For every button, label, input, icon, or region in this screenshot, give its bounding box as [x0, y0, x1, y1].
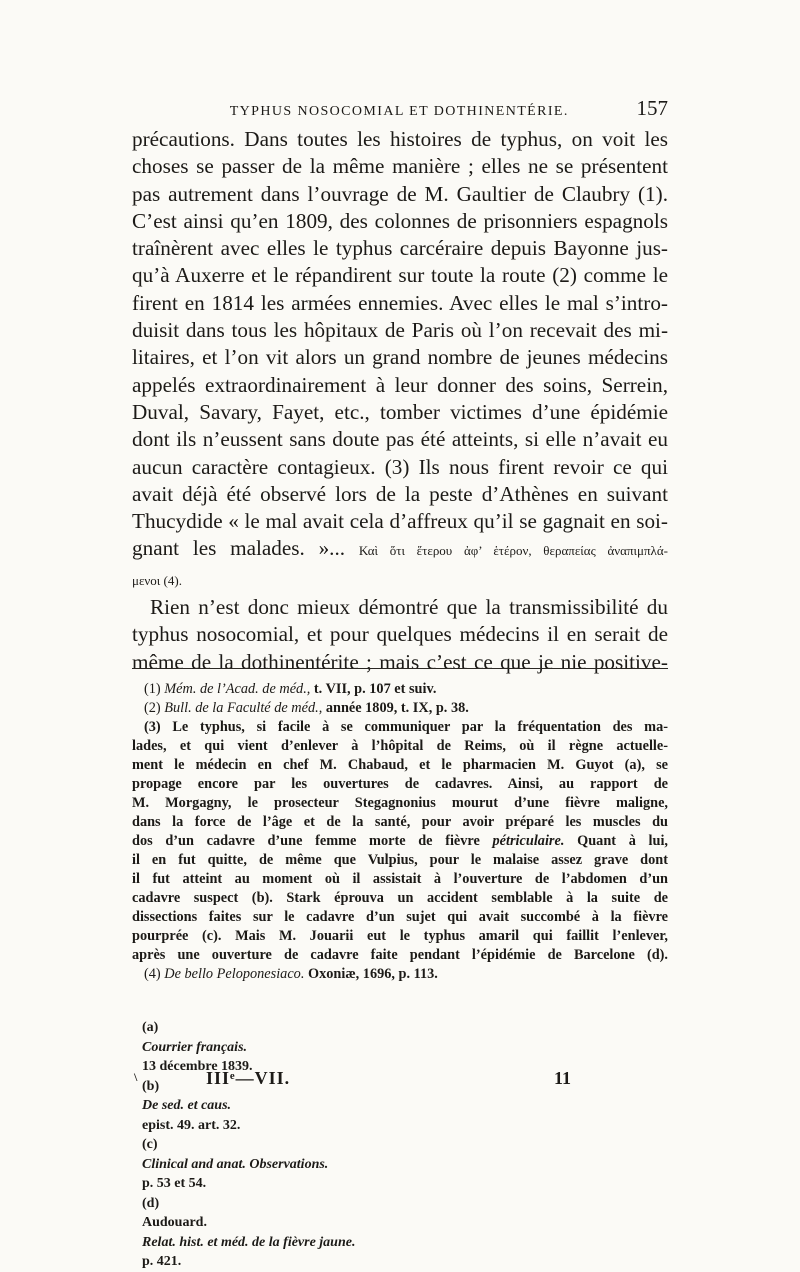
- sub-footnote-title: Clinical and anat. Observations.: [142, 1156, 329, 1172]
- footnote-number: (2): [144, 700, 161, 716]
- footnote-1: [132, 680, 668, 699]
- footnote-ref: Oxoniæ, 1696, p. 113.: [307, 966, 438, 982]
- body-line: C’est ainsi qu’en 1809, des colonnes de prisonniers espagnols: [132, 208, 668, 233]
- sub-footnote-ref: epist. 49. art. 32.: [142, 1117, 241, 1133]
- page-header: [132, 96, 668, 121]
- body-line: avait déjà été observé lors de la peste d’Athènes en suivant: [132, 481, 668, 506]
- body-line: précautions. Dans toutes les histoires de typhus, on voit les: [132, 127, 668, 151]
- footnote-3-line: (3) Le typhus, si facile à se communiquer par la fréquentation des ma-: [144, 719, 668, 735]
- footnote-3-line: dans la force de l’âge et de la santé, pour avoir préparé les muscles du: [132, 814, 668, 830]
- running-title: TYPHUS NOSOCOMIAL ET DOTHINENTÉRIE.: [229, 104, 569, 119]
- footnote-title: Mém. de l’Acad. de méd.,: [164, 681, 311, 697]
- greek-quote: Καὶ ὅτι ἕτερου ἀφ’ ἑτέρον, θεραπείας ἀναπιμπλά-: [358, 543, 668, 559]
- footnote-3-line: [132, 832, 668, 851]
- body-line: appelés extraordinairement à leur donner des soins, Serrein,: [132, 372, 668, 397]
- page-number: 157: [636, 96, 668, 120]
- footnote-3-text: Quant à lui,: [564, 833, 668, 849]
- sub-footnote-ref: p. 421.: [142, 1254, 182, 1269]
- footnote-4: [132, 965, 668, 984]
- body-line: Rien n’est donc mieux démontré que la transmissibilité du: [150, 595, 668, 620]
- footnotes: [132, 680, 668, 984]
- sub-footnote-ref: p. 53 et 54.: [142, 1176, 207, 1191]
- footnote-3-line: propage encore par les ouvertures de cadavres. Ainsi, au rapport de: [132, 776, 668, 792]
- body-line: traînèrent avec elles le typhus carcéraire depuis Bayonne jus-: [132, 236, 668, 261]
- footnote-3-line: il en fut quitte, de même que Vulpius, pour le malaise assez grave dont: [132, 852, 668, 868]
- margin-mark: \: [134, 1070, 138, 1084]
- sub-footnote-title: Courrier français.: [142, 1039, 248, 1055]
- sheet-number: 11: [554, 1068, 572, 1088]
- body-line: pas autrement dans l’ouvrage de M. Gaultier de Claubry (1).: [132, 181, 668, 206]
- main-text: [132, 126, 668, 676]
- footnote-3-line: pourprée (c). Mais M. Jouarii eut le typhus amaril qui faillit l’enlever,: [132, 928, 668, 944]
- footnote-number: (4): [144, 966, 161, 982]
- footnote-rule: [132, 668, 668, 669]
- greek-tail: μενοι (4).: [132, 572, 182, 588]
- sub-footnote-title: Relat. hist. et méd. de la fièvre jaune.: [142, 1234, 356, 1250]
- sub-footnote-d: [142, 1194, 662, 1272]
- body-line: même de la dothinentérite ; mais c’est ce que je nie positive-: [132, 649, 668, 674]
- footnote-3-line: cadavre suspect (b). Stark éprouva un accident semblable à la suite de: [132, 890, 668, 906]
- footnote-ref: t. VII, p. 107 et suiv.: [313, 681, 437, 697]
- greek-quote-line: [132, 535, 668, 564]
- sub-footnote-author: Audouard.: [142, 1215, 207, 1230]
- footnote-3-italic: pétriculaire.: [492, 833, 565, 849]
- footnote-ref: année 1809, t. IX, p. 38.: [325, 700, 469, 716]
- sub-footnotes: [142, 1018, 662, 1272]
- body-line: choses se passer de la même manière ; elles ne se présentent: [132, 154, 668, 179]
- body-line: firent en 1814 les armées ennemies. Avec elles le mal s’intro-: [132, 290, 668, 315]
- body-line: litaires, et l’on vit alors un grand nombre de jeunes médecins: [132, 345, 668, 370]
- sub-footnote-title: De sed. et caus.: [142, 1098, 232, 1113]
- footnote-3-line: après une ouverture de cadavre faite pendant l’épidémie de Barcelone (d).: [132, 947, 668, 963]
- quote-lead: gnant les malades. »...: [132, 536, 346, 561]
- sub-footnote-label: (a): [142, 1020, 159, 1035]
- sub-footnote-label: (d): [142, 1195, 160, 1211]
- footnote-2: [132, 699, 668, 718]
- body-line: dont ils n’eussent sans doute pas été atteints, si elle n’avait eu: [132, 427, 668, 452]
- footnote-3-line: dissections faites sur le cadavre d’un sujet qui avait succombé à la fièvre: [132, 909, 668, 925]
- sub-footnote-label: (b): [142, 1078, 160, 1094]
- sub-footnote-label: (c): [142, 1137, 158, 1152]
- sub-footnote-c: [142, 1135, 662, 1194]
- body-line: qu’à Auxerre et le répandirent sur toute la route (2) comme le: [132, 263, 668, 288]
- footnote-title: Bull. de la Faculté de méd.,: [164, 700, 323, 716]
- footnote-3-line: il fut atteint au moment où il assistait à l’ouverture de l’abdomen d’un: [132, 871, 668, 887]
- greek-quote-tail: [132, 565, 668, 594]
- body-line: duisit dans tous les hôpitaux de Paris où l’on recevait des mi-: [132, 318, 668, 343]
- footnote-3-text: dos d’un cadavre d’une femme morte de fièvre: [132, 833, 493, 849]
- page-footer: [132, 1064, 668, 1094]
- sub-footnote-ref: 13 décembre 1839.: [142, 1059, 253, 1074]
- footnote-3-line: ment le médecin en chef M. Chabaud, et le pharmacien M. Guyot (a), se: [132, 757, 668, 773]
- footnote-3-line: M. Morgagny, le prosecteur Stegagnonius mourut d’une fièvre maligne,: [132, 795, 668, 811]
- body-line: Duval, Savary, Fayet, etc., tomber victimes d’une épidémie: [132, 399, 668, 424]
- footnote-3-line: lades, et qui vient d’enlever à l’hôpital de Reims, où il règne actuelle-: [132, 738, 668, 754]
- body-line: aucun caractère contagieux. (3) Ils nous firent revoir ce qui: [132, 454, 668, 479]
- body-line: Thucydide « le mal avait cela d’affreux qu’il se gagnait en soi-: [132, 509, 668, 534]
- body-line: typhus nosocomial, et pour quelques médecins il en serait de: [132, 622, 668, 647]
- footnote-number: (1): [144, 681, 161, 697]
- signature-mark: IIIᵉ—VII.: [206, 1068, 291, 1088]
- footnote-title: De bello Peloponesiaco.: [164, 966, 305, 982]
